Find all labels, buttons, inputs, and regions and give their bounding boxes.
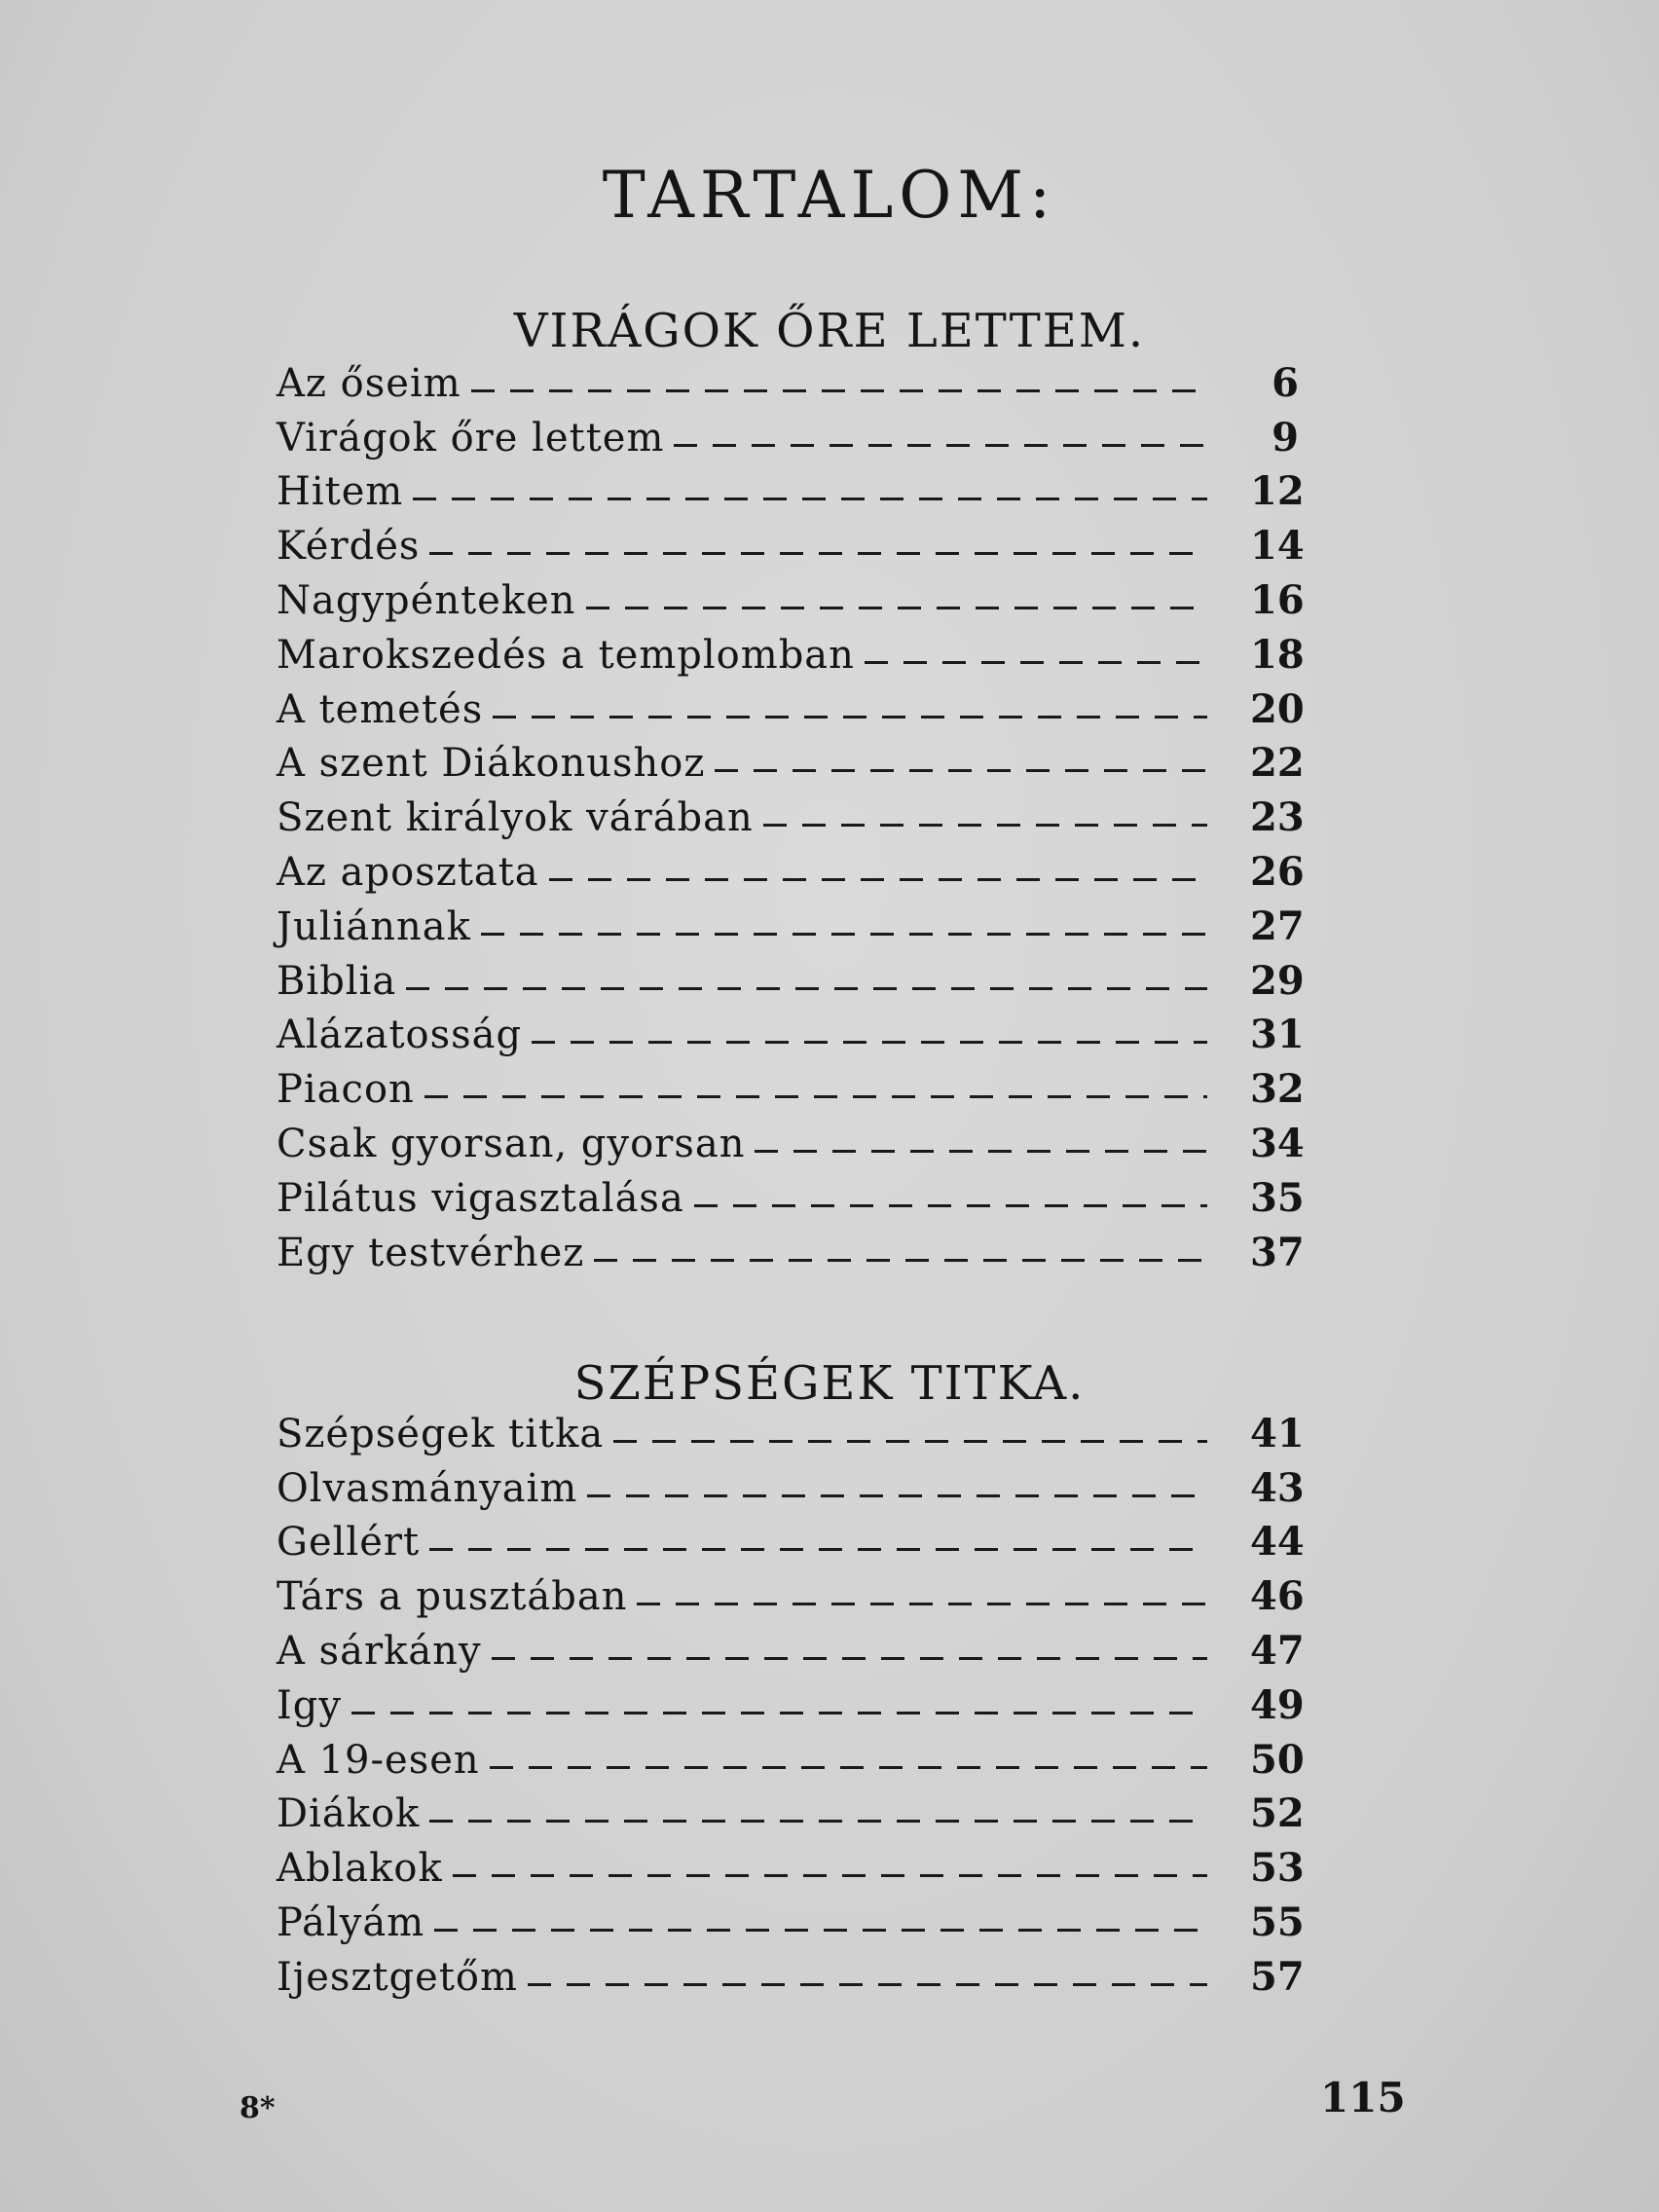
toc-entry-title: Marokszedés a templomban	[276, 632, 855, 678]
dot-leader	[587, 1494, 1207, 1497]
dot-leader	[490, 1766, 1207, 1769]
toc-entry	[276, 729, 1305, 787]
toc-entry-page: 23	[1250, 794, 1305, 841]
toc-entry-title: Virágok őre lettem	[276, 415, 665, 461]
toc-entry	[276, 1725, 1305, 1783]
toc-entry-title: A temetés	[276, 686, 484, 732]
toc-entry	[276, 620, 1305, 678]
toc-entry-page: 6	[1272, 359, 1299, 406]
toc-entry-page: 14	[1250, 523, 1305, 570]
dot-leader	[492, 1657, 1207, 1660]
toc-entry	[276, 1454, 1305, 1511]
toc-entry-page: 49	[1250, 1681, 1305, 1728]
toc-entry	[276, 1109, 1305, 1166]
dot-leader	[865, 661, 1207, 664]
section-title: VIRÁGOK ŐRE LETTEM.	[513, 303, 1146, 358]
toc-entry-page: 43	[1250, 1464, 1305, 1511]
dot-leader	[471, 389, 1207, 392]
toc-entry	[276, 1616, 1305, 1674]
dot-leader	[715, 769, 1207, 772]
dot-leader	[406, 987, 1207, 990]
dot-leader	[613, 1440, 1207, 1443]
toc-entry-title: Gellért	[276, 1520, 421, 1566]
toc-entry-title: Diákok	[276, 1791, 421, 1837]
toc-entry	[276, 675, 1305, 732]
toc-entry	[276, 1218, 1305, 1275]
toc-entry-page: 57	[1250, 1953, 1305, 2000]
toc-entry-title: Piacon	[276, 1067, 415, 1113]
toc-entry-title: Igy	[276, 1682, 343, 1728]
toc-entry-page: 16	[1250, 576, 1305, 623]
toc-entry-title: Szent királyok várában	[276, 795, 754, 841]
toc-entry	[276, 403, 1299, 461]
toc-entry-page: 29	[1250, 957, 1305, 1004]
toc-entry-page: 44	[1250, 1519, 1305, 1566]
toc-entry	[276, 1054, 1305, 1113]
toc-entry-page: 46	[1250, 1573, 1305, 1620]
toc-entry-page: 34	[1250, 1120, 1305, 1166]
toc-entry	[276, 1163, 1305, 1221]
toc-entry-title: Az aposztata	[276, 849, 539, 895]
toc-entry	[276, 1508, 1305, 1566]
dot-leader	[763, 824, 1207, 827]
toc-entry	[276, 458, 1305, 515]
toc-entry	[276, 1833, 1305, 1892]
toc-entry-title: Alázatosság	[276, 1013, 523, 1058]
toc-entry-title: Ijesztgetőm	[276, 1954, 518, 2000]
dot-leader	[549, 878, 1207, 881]
dot-leader	[413, 498, 1207, 500]
toc-entry	[276, 1001, 1305, 1058]
dot-leader	[586, 607, 1207, 609]
dot-leader	[755, 1150, 1207, 1153]
toc-entry	[276, 1942, 1305, 2000]
toc-entry-page: 26	[1250, 848, 1305, 895]
toc-entry-title: A szent Diákonushoz	[276, 741, 706, 787]
dot-leader	[694, 1204, 1207, 1207]
toc-entry-title: Társ a pusztában	[276, 1574, 628, 1620]
toc-entry-page: 35	[1250, 1174, 1305, 1221]
toc-entry-title: Juliánnak	[276, 903, 471, 949]
dot-leader	[528, 1983, 1207, 1986]
toc-entry-title: Ablakok	[276, 1846, 443, 1892]
toc-entry	[276, 892, 1305, 949]
toc-entry	[276, 1562, 1305, 1620]
toc-list	[276, 1399, 1305, 2000]
toc-entry-page: 20	[1250, 685, 1305, 732]
toc-entry-title: Biblia	[276, 958, 397, 1004]
toc-entry-page: 27	[1250, 903, 1305, 949]
toc-entry-title: Olvasmányaim	[276, 1465, 578, 1511]
dot-leader	[594, 1259, 1207, 1262]
toc-entry	[276, 566, 1305, 623]
toc-entry-page: 12	[1250, 468, 1305, 515]
toc-entry-page: 37	[1250, 1229, 1305, 1275]
section-title: SZÉPSÉGEK TITKA.	[573, 1355, 1086, 1411]
dot-leader	[429, 1548, 1207, 1551]
toc-entry-title: Egy testvérhez	[276, 1230, 585, 1275]
dot-leader	[637, 1603, 1207, 1605]
toc-entry-page: 52	[1250, 1790, 1305, 1837]
toc-entry	[276, 1888, 1305, 1945]
toc-entry	[276, 349, 1299, 406]
dot-leader	[424, 1095, 1207, 1098]
toc-entry-page: 9	[1272, 414, 1299, 461]
toc-entry-page: 55	[1250, 1899, 1305, 1945]
page-title: TARTALOM:	[602, 158, 1057, 234]
toc-entry-page: 31	[1250, 1012, 1305, 1058]
toc-entry	[276, 1671, 1305, 1728]
toc-entry	[276, 837, 1305, 895]
toc-entry-page: 22	[1250, 740, 1305, 787]
printer-signature: 8*	[240, 2091, 276, 2125]
toc-entry-title: Kérdés	[276, 524, 421, 570]
dot-leader	[674, 444, 1207, 447]
toc-entry-title: Nagypénteken	[276, 577, 576, 623]
toc-entry	[276, 783, 1305, 841]
toc-entry-page: 53	[1250, 1845, 1305, 1892]
dot-leader	[429, 1820, 1207, 1823]
toc-entry	[276, 511, 1305, 570]
dot-leader	[429, 552, 1207, 555]
dot-leader	[481, 933, 1207, 936]
toc-entry-title: Csak gyorsan, gyorsan	[276, 1121, 746, 1166]
toc-entry	[276, 1780, 1305, 1837]
toc-entry-title: Szépségek titka	[276, 1411, 605, 1456]
dot-leader	[453, 1874, 1207, 1877]
toc-entry-title: Pályám	[276, 1899, 425, 1945]
toc-entry-page: 32	[1250, 1066, 1305, 1113]
toc-list	[276, 349, 1305, 1275]
toc-entry-page: 47	[1250, 1627, 1305, 1674]
dot-leader	[532, 1041, 1207, 1044]
toc-entry	[276, 1399, 1305, 1456]
toc-entry-title: Pilátus vigasztalása	[276, 1175, 684, 1221]
dot-leader	[493, 716, 1207, 719]
toc-entry-page: 18	[1250, 631, 1305, 678]
toc-entry-page: 50	[1250, 1736, 1305, 1783]
toc-entry-title: A sárkány	[276, 1628, 482, 1674]
dot-leader	[434, 1929, 1207, 1932]
dot-leader	[351, 1712, 1207, 1714]
toc-entry-page: 41	[1250, 1410, 1305, 1456]
page-number: 115	[1320, 2074, 1406, 2121]
toc-entry-title: Hitem	[276, 469, 404, 515]
toc-entry-title: A 19-esen	[276, 1737, 480, 1783]
toc-entry	[276, 946, 1305, 1004]
toc-entry-title: Az őseim	[276, 360, 461, 406]
